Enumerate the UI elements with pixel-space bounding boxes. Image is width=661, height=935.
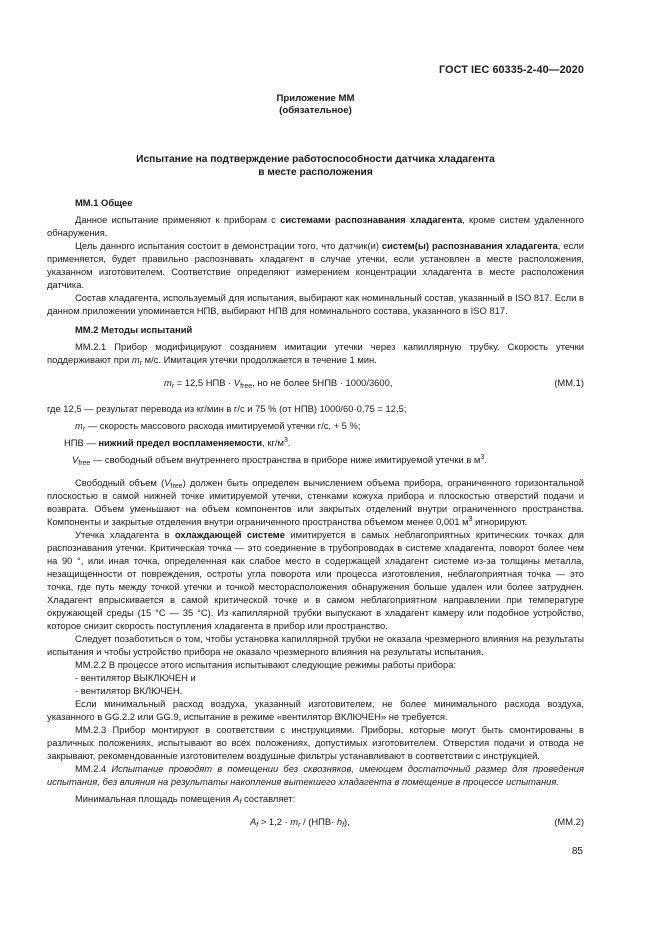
formula-number-mm1: (ММ.1)	[554, 377, 584, 388]
paragraph-purpose: Цель данного испытания состоит в демонстрации того, что датчик(и) систем(ы) распознавания хладагента, если применяется, будет правильно распознавать хладагент в случае утечки, если установлен в месте расположения, указанном изготовителем. Соответствие определяют измерением концентрации хладагента в месте расположения датчика.	[47, 240, 584, 290]
paragraph-mm21: ММ.2.1 Прибор модифицируют созданием имитации утечки через капиллярную трубку. Скорость утечки поддерживают при $m_r$ м/с. Имитация утечки продолжается в течение 1 мин.	[47, 341, 584, 367]
formula-mm1: $m_r = 12,5$ НПВ · $V_{free}$, но не более 5НПВ · 1000/3600, (ММ.1)	[164, 377, 584, 390]
annex-heading	[0, 93, 631, 117]
paragraph-capillary-care: Следует позаботиться о том, чтобы установка капиллярной трубки не оказала чрезмерного влияния на результаты испытания и чтобы устройство прибора не оказало чрезмерного влияния на результаты испытания.	[47, 633, 584, 657]
paragraph-mm24: ММ.2.4 Испытание проводят в помещении без сквозняков, имеющем достаточный размер для проведения испытания, без влияния на результаты накопления вытекшего хладагента в помещение в процессе испытания.	[47, 763, 584, 787]
title-line-2: в месте расположения	[258, 167, 373, 178]
paragraph-leak-simulation: Утечка хладагента в охлаждающей системе имитируется в самых неблагоприятных критических точках для распознавания утечки. Критическая точка — это соединение в трубопроводах в системе хладагента, поворот более чем на 90 °, или иная точка, определенная как слабое место в содержащей хладагент системе из-за толщины металла, незащищенности от повреждения, остроты угла поворота или процесса изготовления, неблагоприятная точка — это точка, где путь между точкой утечки и точкой месторасположения обнаружения больше удален или более затруднен. Хладагент впрыскивается в самой критической точке и в самом неблагоприятном направлении при температуре окружающей среды (15 °C — 35 °C). Из капиллярной трубки выпускают в хладагент камеру или подобное устройство, которое снизит скорость поступления хладагента в прибор или пространство.	[47, 529, 585, 631]
paragraph-free-volume: Свободный объем $(V_{free})$ должен быть определен вычислением объема прибора, ограниченного горизонтальной плоскостью в самой нижней точке имитируемой утечки, стенками кожуха прибора и плоскостью отверстий подачи и возврата. Объем уменьшают на объем компонентов или закрытых отделений внутри ограниченного пространства. Компоненты и закрытые отделения внутри ограниченного пространства объемом менее 0,001 $м^3$ игнорируют.	[47, 477, 585, 527]
paragraph-mm22: ММ.2.2 В процессе этого испытания испытывают следующие режимы работы прибора:	[75, 659, 457, 670]
paragraph-min-area: Минимальная площадь помещения $A_f$ составляет:	[75, 793, 296, 806]
page-number: 85	[571, 846, 583, 857]
definition-vfree: $V_{free}$ — свободный объем внутреннего пространства в приборе ниже имитируемой утечки в $м^3$.	[72, 454, 487, 467]
title-line-1: Испытание на подтверждение работоспособности датчика хладагента	[136, 154, 495, 165]
definition-mr: $m_r$ — скорость массового расхода имитируемой утечки г/с, + 5 %;	[75, 420, 361, 433]
list-item: - вентилятор ВКЛЮЧЕН.	[75, 685, 183, 696]
paragraph-min-airflow: Если минимальный расход воздуха, указанный изготовителем, не более минимального расхода воздуха, указанного в GG.2.2 или GG.9, испытание в режиме «вентилятор ВКЛЮЧЕН» не требуется.	[47, 698, 584, 722]
section-heading-mm2: ММ.2 Методы испытаний	[75, 324, 193, 335]
definition-npv: НПВ — нижний предел воспламеняемости, $кг/м^3$.	[64, 437, 291, 448]
annex-status: (обязательное)	[279, 105, 352, 116]
annex-title: Приложение ММ	[276, 93, 355, 104]
paragraph-composition: Состав хладагента, используемый для испытания, выбирают как номинальный состав, указанный в ISO 817. Если в данном приложении упоминается НПВ, выбирают НПВ для номинального состава, указанного в ISO 817.	[47, 292, 584, 316]
formula-number-mm2: (ММ.2)	[554, 816, 584, 827]
standard-header: ГОСТ IEC 60335-2-40—2020	[439, 64, 584, 76]
paragraph-mm23: ММ.2.3 Прибор монтируют в соответствии с инструкциями. Приборы, которые могут быть смонтированы в различных положениях, испытывают во всех положениях, допустимых изготовителем. Отверстия подачи и отвода не закрывают, рекомендованные изготовителем воздушные фильтры устанавливают в соответствии с инструкцией.	[47, 724, 584, 761]
formula-mm2: $A_f > 1,2 \cdot m_r / (НПВ\cdot h_f)$, (ММ.2)	[250, 816, 584, 829]
document-body	[47, 196, 584, 831]
section-heading-mm1: ММ.1 Общее	[75, 197, 133, 208]
paragraph-scope: Данное испытание применяют к приборам с системами распознавания хладагента, кроме систем удаленного обнаружения.	[47, 214, 585, 238]
document-title	[0, 153, 631, 179]
where-clause: где 12,5 — результат перевода из кг/мин в г/с и 75 % (от НПВ) 1000/60·0,75 = 12,5;	[47, 403, 407, 414]
list-item: - вентилятор ВЫКЛЮЧЕН и	[75, 672, 196, 683]
